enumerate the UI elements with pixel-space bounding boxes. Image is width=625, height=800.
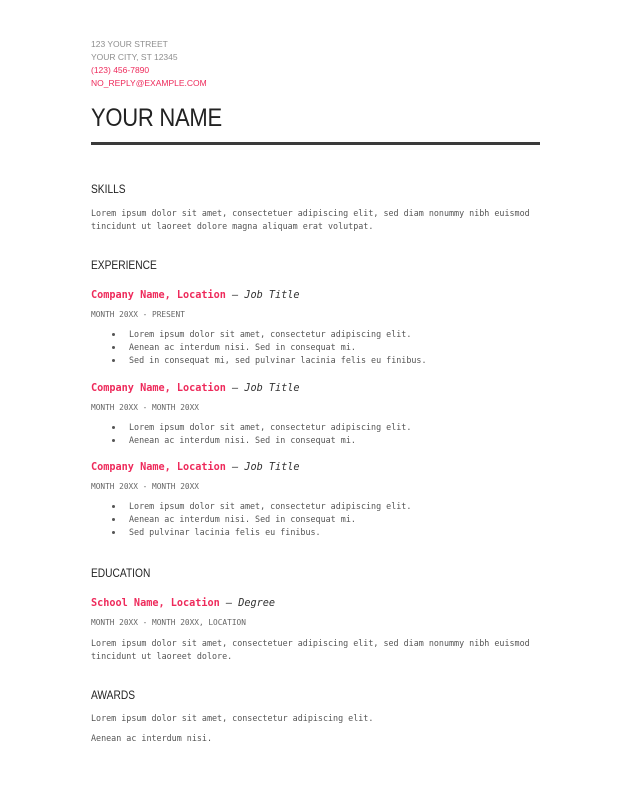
job-company: Company Name, Location <box>91 462 226 473</box>
list-item: Aenean ac interdum nisi. Sed in consequat mi. <box>91 341 427 354</box>
list-item: Sed in consequat mi, sed pulvinar lacinia felis eu finibus. <box>91 354 427 367</box>
job-bullets <box>91 328 427 367</box>
job-company: Company Name, Location <box>91 383 226 394</box>
job-separator: — <box>225 383 245 394</box>
awards-line-1: Lorem ipsum dolor sit amet, consectetur adipiscing elit. <box>91 713 374 723</box>
skills-text: Lorem ipsum dolor sit amet, consectetuer adipiscing elit, sed diam nonummy nibh euismod tincidunt ut laoreet dolore magna aliquam erat volutpat. <box>91 208 530 231</box>
skills-heading: SKILLS <box>91 182 126 196</box>
job-bullets <box>91 500 411 539</box>
education-text: Lorem ipsum dolor sit amet, consectetuer adipiscing elit, sed diam nonummy nibh euismod tincidunt ut laoreet dolore. <box>91 638 530 661</box>
job-separator: — <box>225 290 245 301</box>
list-item: Lorem ipsum dolor sit amet, consectetur adipiscing elit. <box>91 500 411 513</box>
contact-city: YOUR CITY, ST 12345 <box>91 52 178 62</box>
job-entry-1 <box>91 290 300 301</box>
job-bullets <box>91 421 411 447</box>
education-entry <box>91 598 275 609</box>
awards-line-2: Aenean ac interdum nisi. <box>91 733 213 743</box>
job-title: Job Title <box>244 462 300 473</box>
job-separator: — <box>225 462 245 473</box>
education-heading: EDUCATION <box>91 566 151 580</box>
experience-heading: EXPERIENCE <box>91 258 157 272</box>
school-name: School Name, Location <box>91 598 220 609</box>
list-item: Lorem ipsum dolor sit amet, consectetur adipiscing elit. <box>91 421 411 434</box>
school-separator: — <box>219 598 239 609</box>
job-dates: MONTH 20XX - MONTH 20XX <box>91 403 199 412</box>
name-divider <box>91 142 540 145</box>
job-dates: MONTH 20XX - MONTH 20XX <box>91 482 199 491</box>
list-item: Aenean ac interdum nisi. Sed in consequat mi. <box>91 434 411 447</box>
list-item: Aenean ac interdum nisi. Sed in consequat mi. <box>91 513 411 526</box>
contact-street: 123 YOUR STREET <box>91 39 168 49</box>
list-item: Lorem ipsum dolor sit amet, consectetur adipiscing elit. <box>91 328 427 341</box>
resume-name: YOUR NAME <box>91 104 222 132</box>
job-title: Job Title <box>244 290 300 301</box>
contact-phone: (123) 456-7890 <box>91 65 150 75</box>
awards-heading: AWARDS <box>91 688 136 702</box>
contact-email[interactable]: NO_REPLY@EXAMPLE.COM <box>91 78 207 88</box>
job-company: Company Name, Location <box>91 290 226 301</box>
job-entry-3 <box>91 462 300 473</box>
education-dates: MONTH 20XX - MONTH 20XX, LOCATION <box>91 618 246 627</box>
list-item: Sed pulvinar lacinia felis eu finibus. <box>91 526 411 539</box>
degree-title: Degree <box>238 598 276 609</box>
job-dates: MONTH 20XX - PRESENT <box>91 310 185 319</box>
job-entry-2 <box>91 383 300 394</box>
job-title: Job Title <box>244 383 300 394</box>
